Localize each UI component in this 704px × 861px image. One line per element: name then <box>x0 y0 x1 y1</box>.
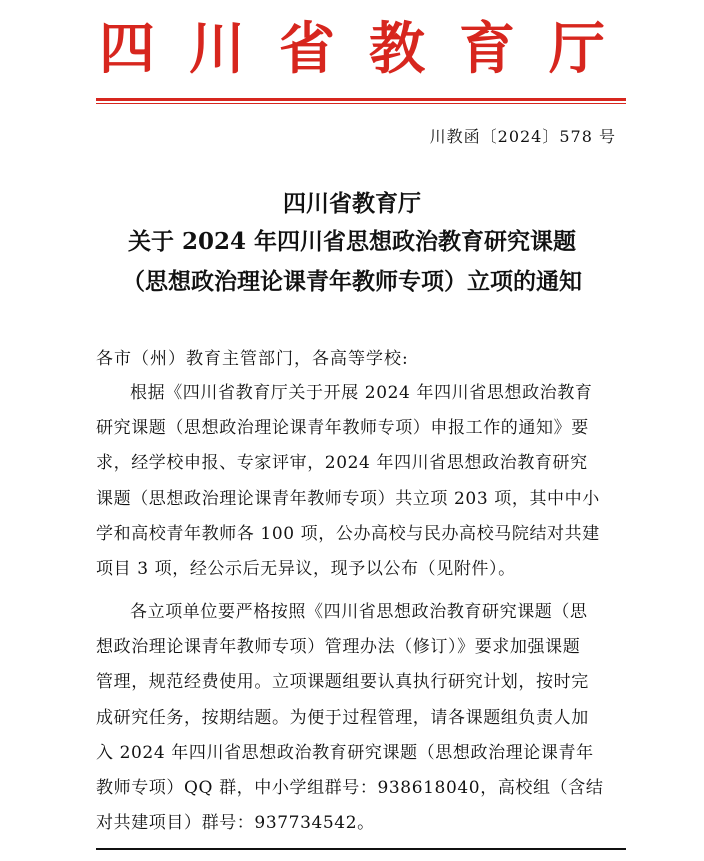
body-paragraph-1 <box>96 376 624 587</box>
paragraph-line: 成研究任务，按期结题。为便于过程管理，请各课题组负责人加 <box>96 707 589 728</box>
paragraph-line: 对共建项目）群号：937734542。 <box>96 813 375 834</box>
document-title-line-1: 四川省教育厅 <box>283 190 421 217</box>
paragraph-line: 根据《四川省教育厅关于开展 2024 年四川省思想政治教育 <box>130 383 593 403</box>
document-title-line-3: （思想政治理论课青年教师专项）立项的通知 <box>122 268 582 295</box>
paragraph-line: 教师专项）QQ 群，中小学组群号：938618040，高校组（含结 <box>96 778 604 799</box>
paragraph-line: 管理，规范经费使用。立项课题组要认真执行研究计划，按时完 <box>96 672 589 693</box>
paragraph-line: 学和高校青年教师各 100 项，公办高校与民办高校马院结对共建 <box>96 523 600 544</box>
paragraph-line: 想政治理论课青年教师专项）管理办法（修订）》要求加强课题 <box>96 637 581 658</box>
letterhead-red-rule-thin <box>96 103 626 104</box>
paragraph-line: 入 2024 年四川省思想政治教育研究课题（思想政治理论课青年 <box>96 742 594 763</box>
paragraph-line: 课题（思想政治理论课青年教师专项）共立项 203 项，其中中小 <box>96 488 600 509</box>
letterhead-title: 四川省教育厅 <box>99 17 639 82</box>
body-paragraph-2 <box>96 595 624 841</box>
paragraph-line: 项目 3 项，经公示后无异议，现予以公布（见附件）。 <box>96 559 516 580</box>
paragraph-line: 各立项单位要严格按照《四川省思想政治教育研究课题（思 <box>130 602 588 622</box>
letterhead-red-rule <box>96 98 626 101</box>
document-number: 川教函〔2024〕578 号 <box>429 127 616 146</box>
bottom-divider <box>96 848 626 850</box>
salutation: 各市（州）教育主管部门，各高等学校: <box>96 349 409 369</box>
document-title-line-2: 关于 2024 年四川省思想政治教育研究课题 <box>127 228 577 255</box>
paragraph-line: 求，经学校申报、专家评审，2024 年四川省思想政治教育研究 <box>96 453 588 474</box>
paragraph-line: 研究课题（思想政治理论课青年教师专项）申报工作的通知》要 <box>96 418 589 439</box>
